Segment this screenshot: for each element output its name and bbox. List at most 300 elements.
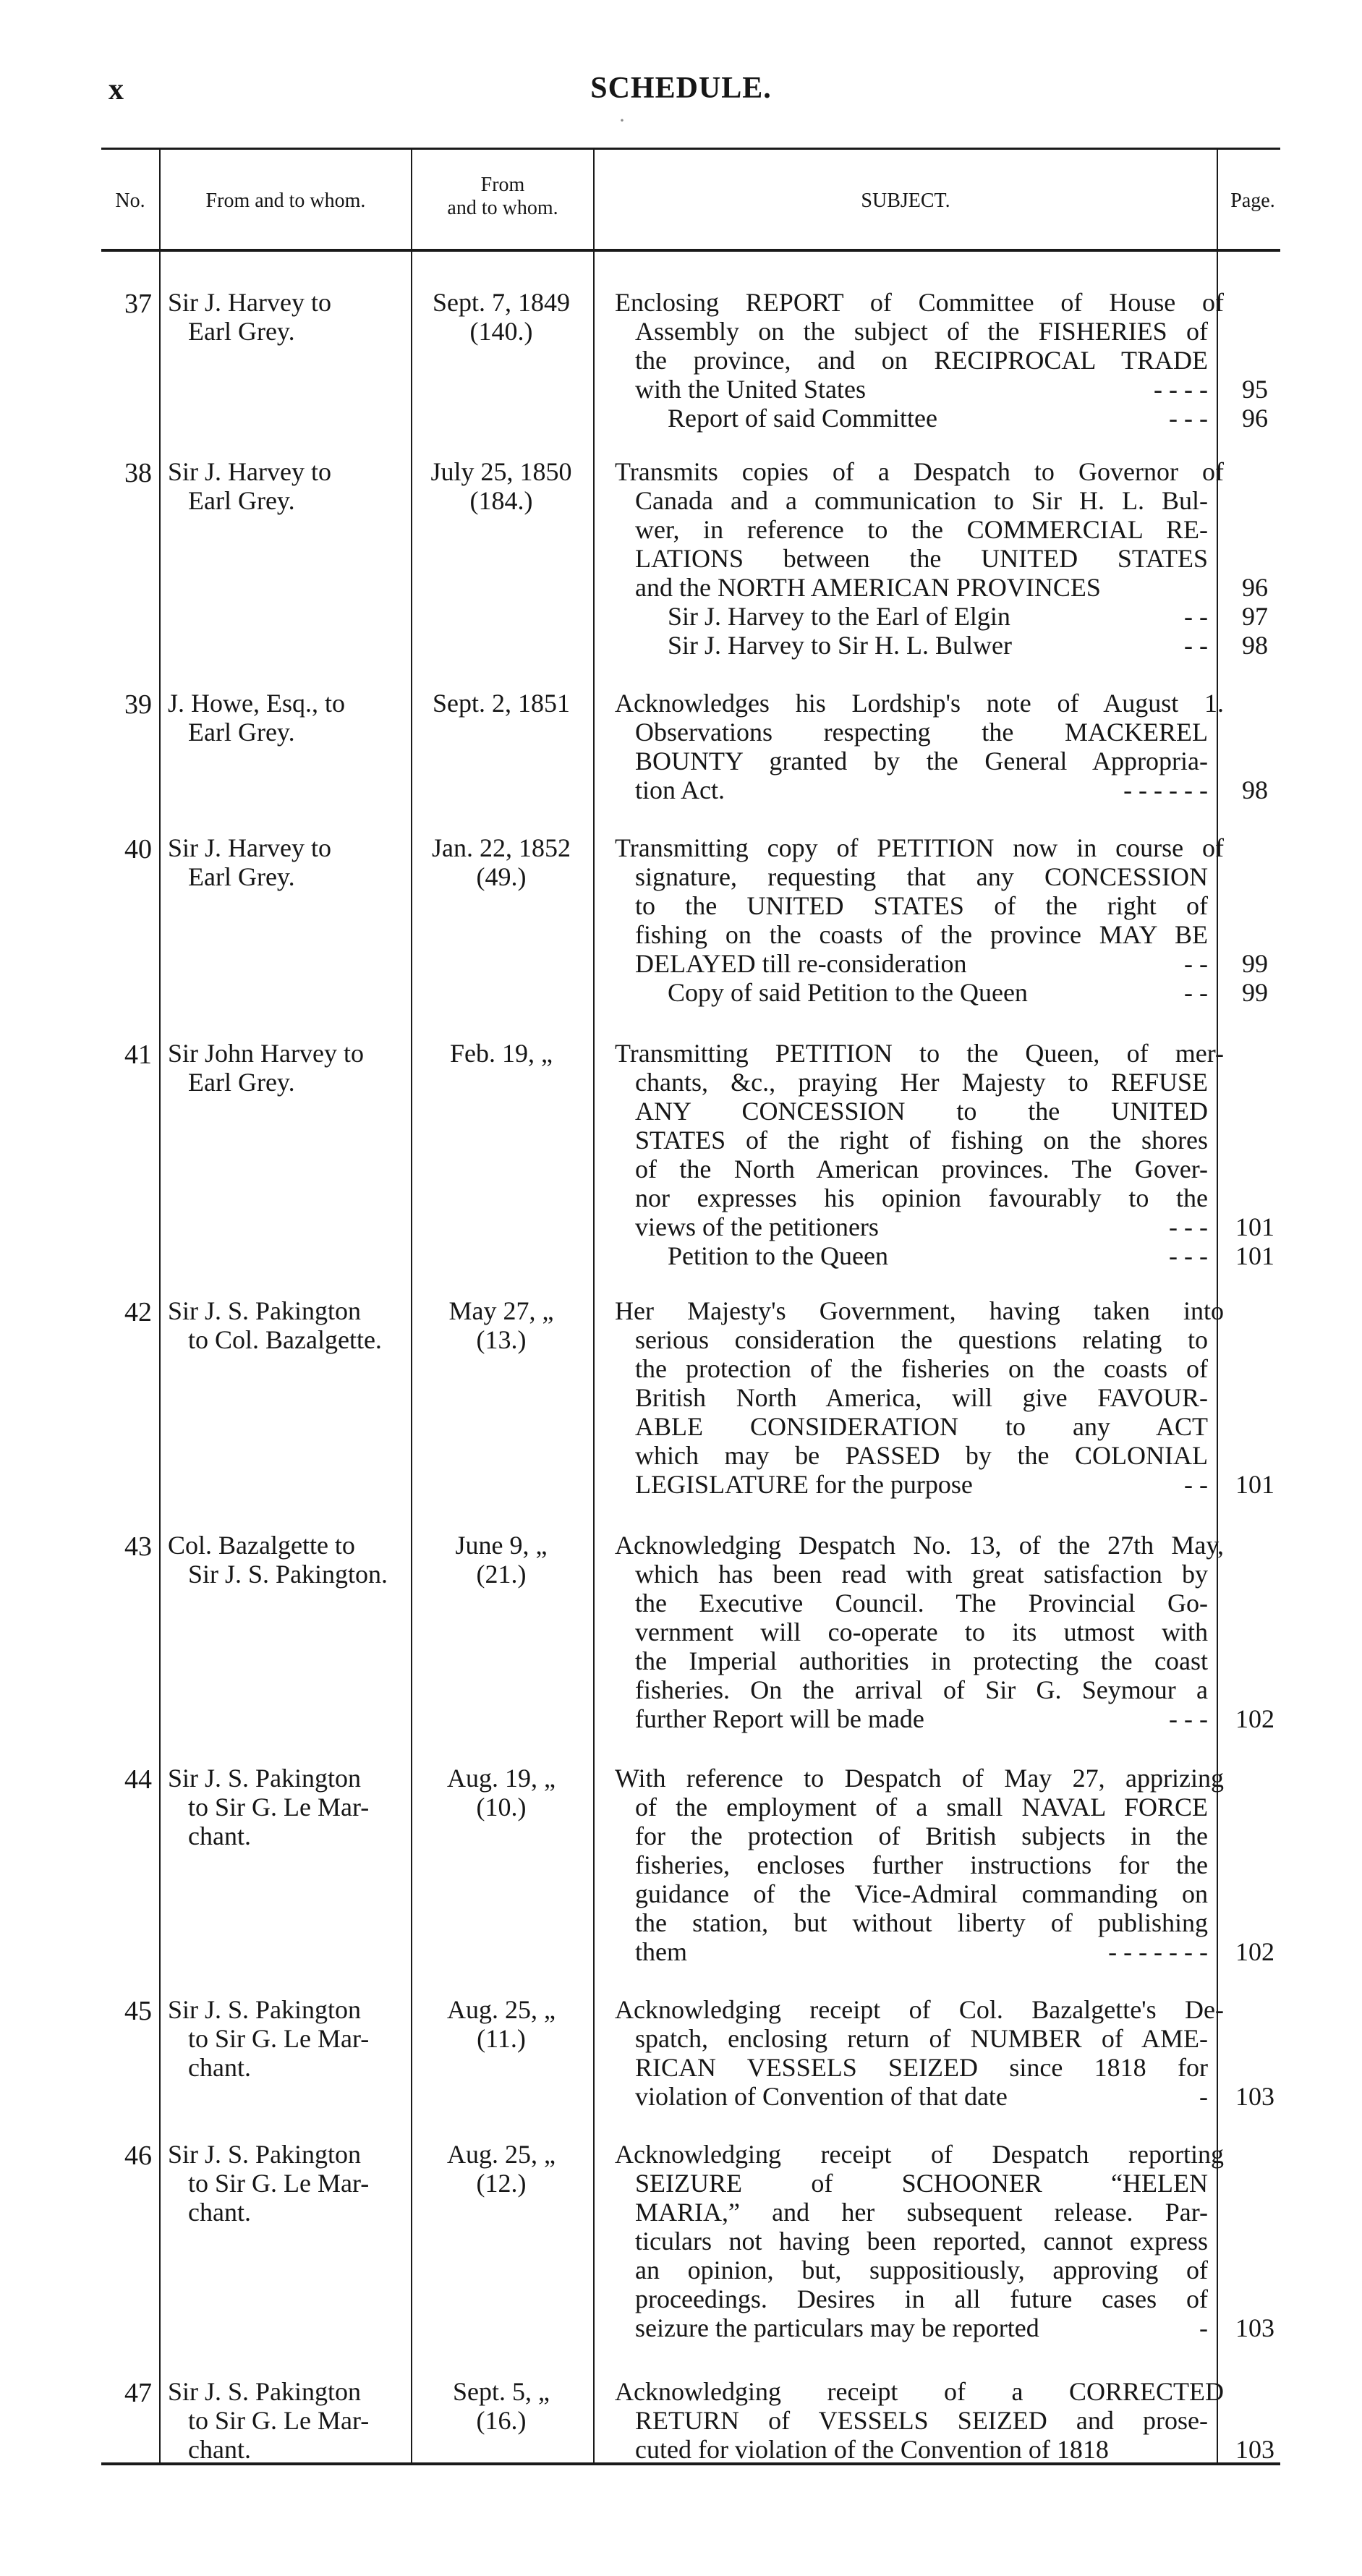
page-number [1222,1383,1287,1412]
subject-line [599,833,1224,862]
subject-line-text: Acknowledging receipt of a CORRECTED [615,2377,1224,2406]
subject-line-text: Acknowledging receipt of Despatch reporting [615,2140,1224,2169]
despatch-number: (11.) [477,2024,526,2053]
page-number: 101 [1235,1212,1274,1241]
correspondent-line: J. Howe, Esq., to [168,689,345,718]
despatch-date [414,1039,589,1068]
date-line: Sept. 7, 1849 [432,288,570,317]
page-number [1222,544,1287,573]
subject-line [599,2053,1208,2082]
page-number: 102 [1235,1937,1274,1966]
page-number [1222,920,1287,949]
despatch-number: (21.) [476,1560,527,1589]
despatch-date [414,457,589,515]
page-number [1222,1675,1287,1704]
subject-line [599,317,1208,346]
page-reference [1222,1531,1287,1733]
correspondent-line: Earl Grey. [188,486,295,515]
table-top-rule [101,148,1280,150]
subject-line [599,1879,1208,1908]
subject-line [599,2256,1208,2284]
subject-line-text: them [635,1937,687,1966]
subject-line-text: British North America, will give FAVOUR- [635,1383,1208,1412]
subject-line-text: MARIA,” and her subsequent release. Par- [635,2198,1208,2227]
subject-line-text: Petition to the Queen [668,1241,888,1270]
subject-line-text: Acknowledging Despatch No. 13, of the 27th May, [615,1531,1224,1560]
page-number [1222,2256,1287,2284]
date-line: Aug. 25, „ [447,1995,556,2024]
page-number [1222,2024,1287,2053]
column-divider [159,150,161,2462]
despatch-number: (16.) [476,2406,527,2435]
page-number: 98 [1242,631,1268,660]
subject-line [599,1995,1224,2024]
column-header-date-line1: From [480,174,525,196]
page-number [1222,2053,1287,2082]
date-line: Aug. 19, „ [447,1764,556,1793]
despatch-number: (49.) [476,862,527,891]
page-number [1222,2198,1287,2227]
page-number [1222,1764,1287,1793]
page-number: 103 [1235,2082,1274,2111]
despatch-number: (140.) [469,317,533,346]
subject-line [599,1097,1208,1126]
subject-line [599,631,1208,660]
subject-line-text: seizure the particulars may be reported [635,2313,1039,2342]
subject-line-text: With reference to Despatch of May 27, apprizing [615,1764,1224,1793]
despatch-number: (13.) [476,1325,527,1354]
subject-line-text: with the United States [635,375,866,404]
page-number [1222,833,1287,862]
page-number [1222,1793,1287,1822]
subject-line [599,891,1208,920]
despatch-number: (10.) [476,1793,527,1822]
column-header-subject: SUBJECT. [861,190,950,212]
page-number: 95 [1242,375,1268,404]
correspondent-line: to Sir G. Le Mar- [188,2024,370,2053]
page-number: 98 [1242,775,1268,804]
subject-line [599,920,1208,949]
entry-number: 43 [124,1531,152,1562]
correspondent-line: Earl Grey. [188,862,295,891]
subject-line-text: an opinion, but, suppositiously, approving of [635,2256,1208,2284]
page-number: 102 [1235,1704,1274,1733]
subject-line [599,1325,1208,1354]
correspondent-line: chant. [188,1822,251,1850]
page-number [1222,2140,1287,2169]
page-title: SCHEDULE. [590,72,772,105]
page-number: 96 [1242,573,1268,602]
date-line: July 25, 1850 [430,457,572,486]
page-number [1222,1822,1287,1850]
correspondent-line: Sir J. S. Pakington [168,1296,362,1325]
subject-line-text: Transmitting PETITION to the Queen, of mer- [615,1039,1224,1068]
subject-line-text: Observations respecting the MACKEREL [635,718,1208,747]
subject-line [599,1441,1208,1470]
from-and-to-whom [168,1995,407,2082]
from-and-to-whom [168,1531,407,1589]
despatch-date [414,1296,589,1354]
date-line: Sept. 2, 1851 [432,689,570,718]
page-number [1222,1183,1287,1212]
from-and-to-whom [168,457,407,515]
subject-line [599,1793,1208,1822]
from-and-to-whom [168,1039,407,1097]
subject-line [599,689,1224,718]
column-divider [593,150,595,2462]
correspondent-line: Earl Grey. [188,718,295,747]
subject-line [599,1068,1208,1097]
subject-line-text: cuted for violation of the Convention of 1818 [635,2435,1109,2464]
subject-line-text: proceedings. Desires in all future cases of [635,2284,1208,2313]
page-number: 97 [1242,602,1268,631]
from-and-to-whom [168,833,407,891]
date-line: May 27, „ [448,1296,554,1325]
page-number [1222,689,1287,718]
subject-line [599,288,1224,317]
subject-line [599,2082,1208,2111]
subject-line [599,1354,1208,1383]
leader-dashes: - - [1184,978,1208,1007]
page-number [1222,2406,1287,2435]
page-number [1222,1354,1287,1383]
page-number [1222,346,1287,375]
page-number-roman: x [108,73,124,106]
correspondent-line: Sir J. S. Pakington. [188,1560,388,1589]
from-and-to-whom [168,2140,407,2227]
subject-text [599,1995,1224,2111]
subject-text [599,1039,1224,1270]
subject-line [599,775,1208,804]
leader-dashes: - - - - - - [1123,775,1208,804]
page-number: 103 [1235,2313,1274,2342]
subject-line [599,1937,1208,1966]
page-number: 99 [1242,978,1268,1007]
subject-line-text: Copy of said Petition to the Queen [668,978,1028,1007]
page-number [1222,1412,1287,1441]
page-number: 101 [1235,1470,1274,1499]
correspondent-line: Sir John Harvey to [168,1039,364,1068]
subject-line [599,1412,1208,1441]
subject-text [599,833,1224,1007]
subject-line-text: wer, in reference to the COMMERCIAL RE- [635,515,1208,544]
despatch-date [414,689,589,718]
subject-line-text: fishing on the coasts of the province MAY BE [635,920,1208,949]
column-header-date-line2: and to whom. [447,197,558,219]
subject-line-text: ticulars not having been reported, cannot express [635,2227,1208,2256]
subject-line [599,1822,1208,1850]
subject-text [599,1296,1224,1499]
page-reference [1222,457,1287,660]
subject-line-text: STATES of the right of fishing on the shores [635,1126,1208,1155]
page-number [1222,747,1287,775]
subject-line-text: of the employment of a small NAVAL FORCE [635,1793,1208,1822]
leader-dashes: - - - [1169,1212,1208,1241]
page-number [1222,2169,1287,2198]
leader-dashes: - - [1184,602,1208,631]
correspondent-line: Sir J. Harvey to [168,457,331,486]
subject-line-text: to the UNITED STATES of the right of [635,891,1208,920]
subject-line-text: Acknowledges his Lordship's note of August 1. [615,689,1224,718]
subject-text [599,2377,1224,2464]
date-line: June 9, „ [455,1531,548,1560]
correspondent-line: Sir J. S. Pakington [168,1995,362,2024]
subject-text [599,1764,1224,1966]
page-number: 103 [1235,2435,1274,2464]
subject-line [599,2377,1224,2406]
page-number [1222,1097,1287,1126]
subject-line-text: signature, requesting that any CONCESSION [635,862,1208,891]
correspondent-line: Col. Bazalgette to [168,1531,355,1560]
despatch-date [414,1995,589,2053]
subject-line-text: ANY CONCESSION to the UNITED [635,1097,1208,1126]
subject-line [599,2435,1208,2464]
subject-line-text: the Executive Council. The Provincial Go- [635,1589,1208,1618]
subject-line [599,1589,1208,1618]
page-reference [1222,833,1287,1007]
page-number [1222,2227,1287,2256]
entry-number: 39 [124,689,152,720]
subject-line-text: Transmitting copy of PETITION now in course of [615,833,1224,862]
entry-number: 45 [124,1996,152,2026]
subject-text [599,1531,1224,1733]
correspondent-line: chant. [188,2053,251,2082]
subject-line [599,1296,1224,1325]
column-divider [411,150,412,2462]
subject-line [599,862,1208,891]
subject-line-text: further Report will be made [635,1704,924,1733]
correspondent-line: chant. [188,2435,251,2464]
despatch-date [414,2140,589,2198]
subject-line [599,1241,1208,1270]
leader-dashes: - - [1184,949,1208,978]
despatch-date [414,288,589,346]
despatch-number: (12.) [476,2169,527,2198]
subject-line [599,1850,1208,1879]
subject-line [599,747,1208,775]
subject-line [599,1560,1208,1589]
despatch-date [414,1531,589,1589]
subject-line [599,457,1224,486]
page-number [1222,1325,1287,1354]
correspondent-line: to Sir G. Le Mar- [188,2169,370,2198]
subject-line-text: LEGISLATURE for the purpose [635,1470,973,1499]
from-and-to-whom [168,288,407,346]
subject-text [599,2140,1224,2342]
subject-line-text: the station, but without liberty of publishing [635,1908,1208,1937]
correspondent-line: Sir J. S. Pakington [168,1764,362,1793]
entry-number: 42 [124,1297,152,1327]
page-reference [1222,1995,1287,2111]
subject-line-text: Acknowledging receipt of Col. Bazalgette's De- [615,1995,1224,2024]
subject-line [599,2406,1208,2435]
subject-line [599,2227,1208,2256]
subject-line-text: Her Majesty's Government, having taken into [615,1296,1224,1325]
subject-line [599,375,1208,404]
subject-line [599,602,1208,631]
subject-line [599,2169,1208,2198]
subject-line [599,1704,1208,1733]
subject-line-text: views of the petitioners [635,1212,879,1241]
page-number [1222,1126,1287,1155]
subject-text [599,457,1224,660]
subject-line-text: spatch, enclosing return of NUMBER of AME- [635,2024,1208,2053]
subject-line [599,2198,1208,2227]
page-number [1222,2284,1287,2313]
subject-line-text: serious consideration the questions relating to [635,1325,1208,1354]
subject-line-text: guidance of the Vice-Admiral commanding on [635,1879,1208,1908]
entry-number: 46 [124,2141,152,2171]
subject-line-text: DELAYED till re-consideration [635,949,967,978]
page-number [1222,1879,1287,1908]
page-number [1222,1441,1287,1470]
subject-line-text: Enclosing REPORT of Committee of House of [615,288,1224,317]
subject-line-text: BOUNTY granted by the General Appropria- [635,747,1208,775]
subject-line [599,1908,1208,1937]
despatch-date [414,2377,589,2435]
subject-line-text: RICAN VESSELS SEIZED since 1818 for [635,2053,1208,2082]
subject-line-text: nor expresses his opinion favourably to the [635,1183,1208,1212]
subject-line-text: tion Act. [635,775,725,804]
subject-line [599,1618,1208,1646]
entry-number: 44 [124,1764,152,1795]
page-number [1222,1296,1287,1325]
date-line: Sept. 5, „ [453,2377,550,2406]
date-line: Jan. 22, 1852 [432,833,571,862]
from-and-to-whom [168,2377,407,2464]
subject-line-text: fisheries. On the arrival of Sir G. Seymour a [635,1675,1208,1704]
subject-line-text: and the NORTH AMERICAN PROVINCES [635,573,1101,602]
page-reference [1222,2377,1287,2464]
subject-line-text: of the North American provinces. The Gover- [635,1155,1208,1183]
subject-line [599,949,1208,978]
subject-line [599,718,1208,747]
date-line: Aug. 25, „ [447,2140,556,2169]
despatch-date [414,1764,589,1822]
entry-number: 40 [124,834,152,864]
column-header-from: From and to whom. [205,190,366,212]
subject-line [599,573,1208,602]
date-line: Feb. 19, „ [450,1039,553,1068]
from-and-to-whom [168,1296,407,1354]
subject-text [599,689,1224,804]
column-header-no: No. [115,190,145,212]
subject-line-text: vernment will co-operate to its utmost with [635,1618,1208,1646]
correspondent-line: Sir J. Harvey to [168,288,331,317]
despatch-date [414,833,589,891]
subject-line [599,1212,1208,1241]
correspondent-line: chant. [188,2198,251,2227]
from-and-to-whom [168,689,407,747]
subject-line-text: Report of said Committee [668,404,937,433]
page-number [1222,2377,1287,2406]
page-number [1222,1646,1287,1675]
page-number [1222,1068,1287,1097]
column-header-page: Page. [1230,190,1275,212]
page-number: 101 [1235,1241,1274,1270]
subject-line [599,1764,1224,1793]
subject-line [599,2024,1208,2053]
page-reference [1222,689,1287,804]
subject-line-text: Canada and a communication to Sir H. L. Bul- [635,486,1208,515]
subject-line [599,486,1208,515]
page-number [1222,1039,1287,1068]
subject-line [599,2284,1208,2313]
entry-number: 38 [124,458,152,488]
subject-line-text: violation of Convention of that date [635,2082,1008,2111]
page-number [1222,1560,1287,1589]
page-number [1222,317,1287,346]
subject-line [599,1126,1208,1155]
correspondent-line: Earl Grey. [188,317,295,346]
subject-line-text: Transmits copies of a Despatch to Governor of [615,457,1224,486]
correspondent-line: to Sir G. Le Mar- [188,1793,370,1822]
correspondent-line: Sir J. Harvey to [168,833,331,862]
subject-line-text: Sir J. Harvey to the Earl of Elgin [668,602,1010,631]
page-number [1222,1531,1287,1560]
subject-line-text: the Imperial authorities in protecting the coast [635,1646,1208,1675]
entry-number: 41 [124,1040,152,1070]
page-number [1222,1618,1287,1646]
subject-line-text: the protection of the fisheries on the coasts of [635,1354,1208,1383]
subject-line [599,1155,1208,1183]
subject-line-text: the province, and on RECIPROCAL TRADE [635,346,1208,375]
subject-line [599,2140,1224,2169]
page-number [1222,515,1287,544]
subject-line [599,2313,1208,2342]
page-reference [1222,288,1287,433]
subject-line [599,404,1208,433]
page-number [1222,718,1287,747]
subject-line-text: which may be PASSED by the COLONIAL [635,1441,1208,1470]
correspondent-line: Earl Grey. [188,1068,295,1097]
page-number [1222,1995,1287,2024]
subject-line-text: Assembly on the subject of the FISHERIES of [635,317,1208,346]
subject-line-text: SEIZURE of SCHOONER “HELEN [635,2169,1208,2198]
correspondent-line: Sir J. S. Pakington [168,2140,362,2169]
subject-line-text: which has been read with great satisfaction by [635,1560,1208,1589]
subject-text [599,288,1224,433]
page-number [1222,1589,1287,1618]
page-number [1222,1908,1287,1937]
subject-line-text: chants, &c., praying Her Majesty to REFUSE [635,1068,1208,1097]
subject-line-text: LATIONS between the UNITED STATES [635,544,1208,573]
page-number [1222,891,1287,920]
page-number [1222,1850,1287,1879]
subject-line [599,346,1208,375]
subject-line [599,1470,1208,1499]
subject-line [599,1646,1208,1675]
correspondent-line: Sir J. S. Pakington [168,2377,362,2406]
entry-number: 37 [124,289,152,319]
subject-line [599,1183,1208,1212]
page-reference [1222,2140,1287,2342]
leader-dashes: - - - - - - - [1108,1937,1208,1966]
page-number: 96 [1242,404,1268,433]
leader-dashes: - - - - [1154,375,1208,404]
leader-dashes: - [1199,2082,1208,2111]
page-number [1222,288,1287,317]
subject-line-text: RETURN of VESSELS SEIZED and prose- [635,2406,1208,2435]
page-reference [1222,1764,1287,1966]
correspondent-line: to Col. Bazalgette. [188,1325,382,1354]
from-and-to-whom [168,1764,407,1850]
page-reference [1222,1039,1287,1270]
page-number: 99 [1242,949,1268,978]
correspondent-line: to Sir G. Le Mar- [188,2406,370,2435]
page-number [1222,486,1287,515]
leader-dashes: - - [1184,631,1208,660]
